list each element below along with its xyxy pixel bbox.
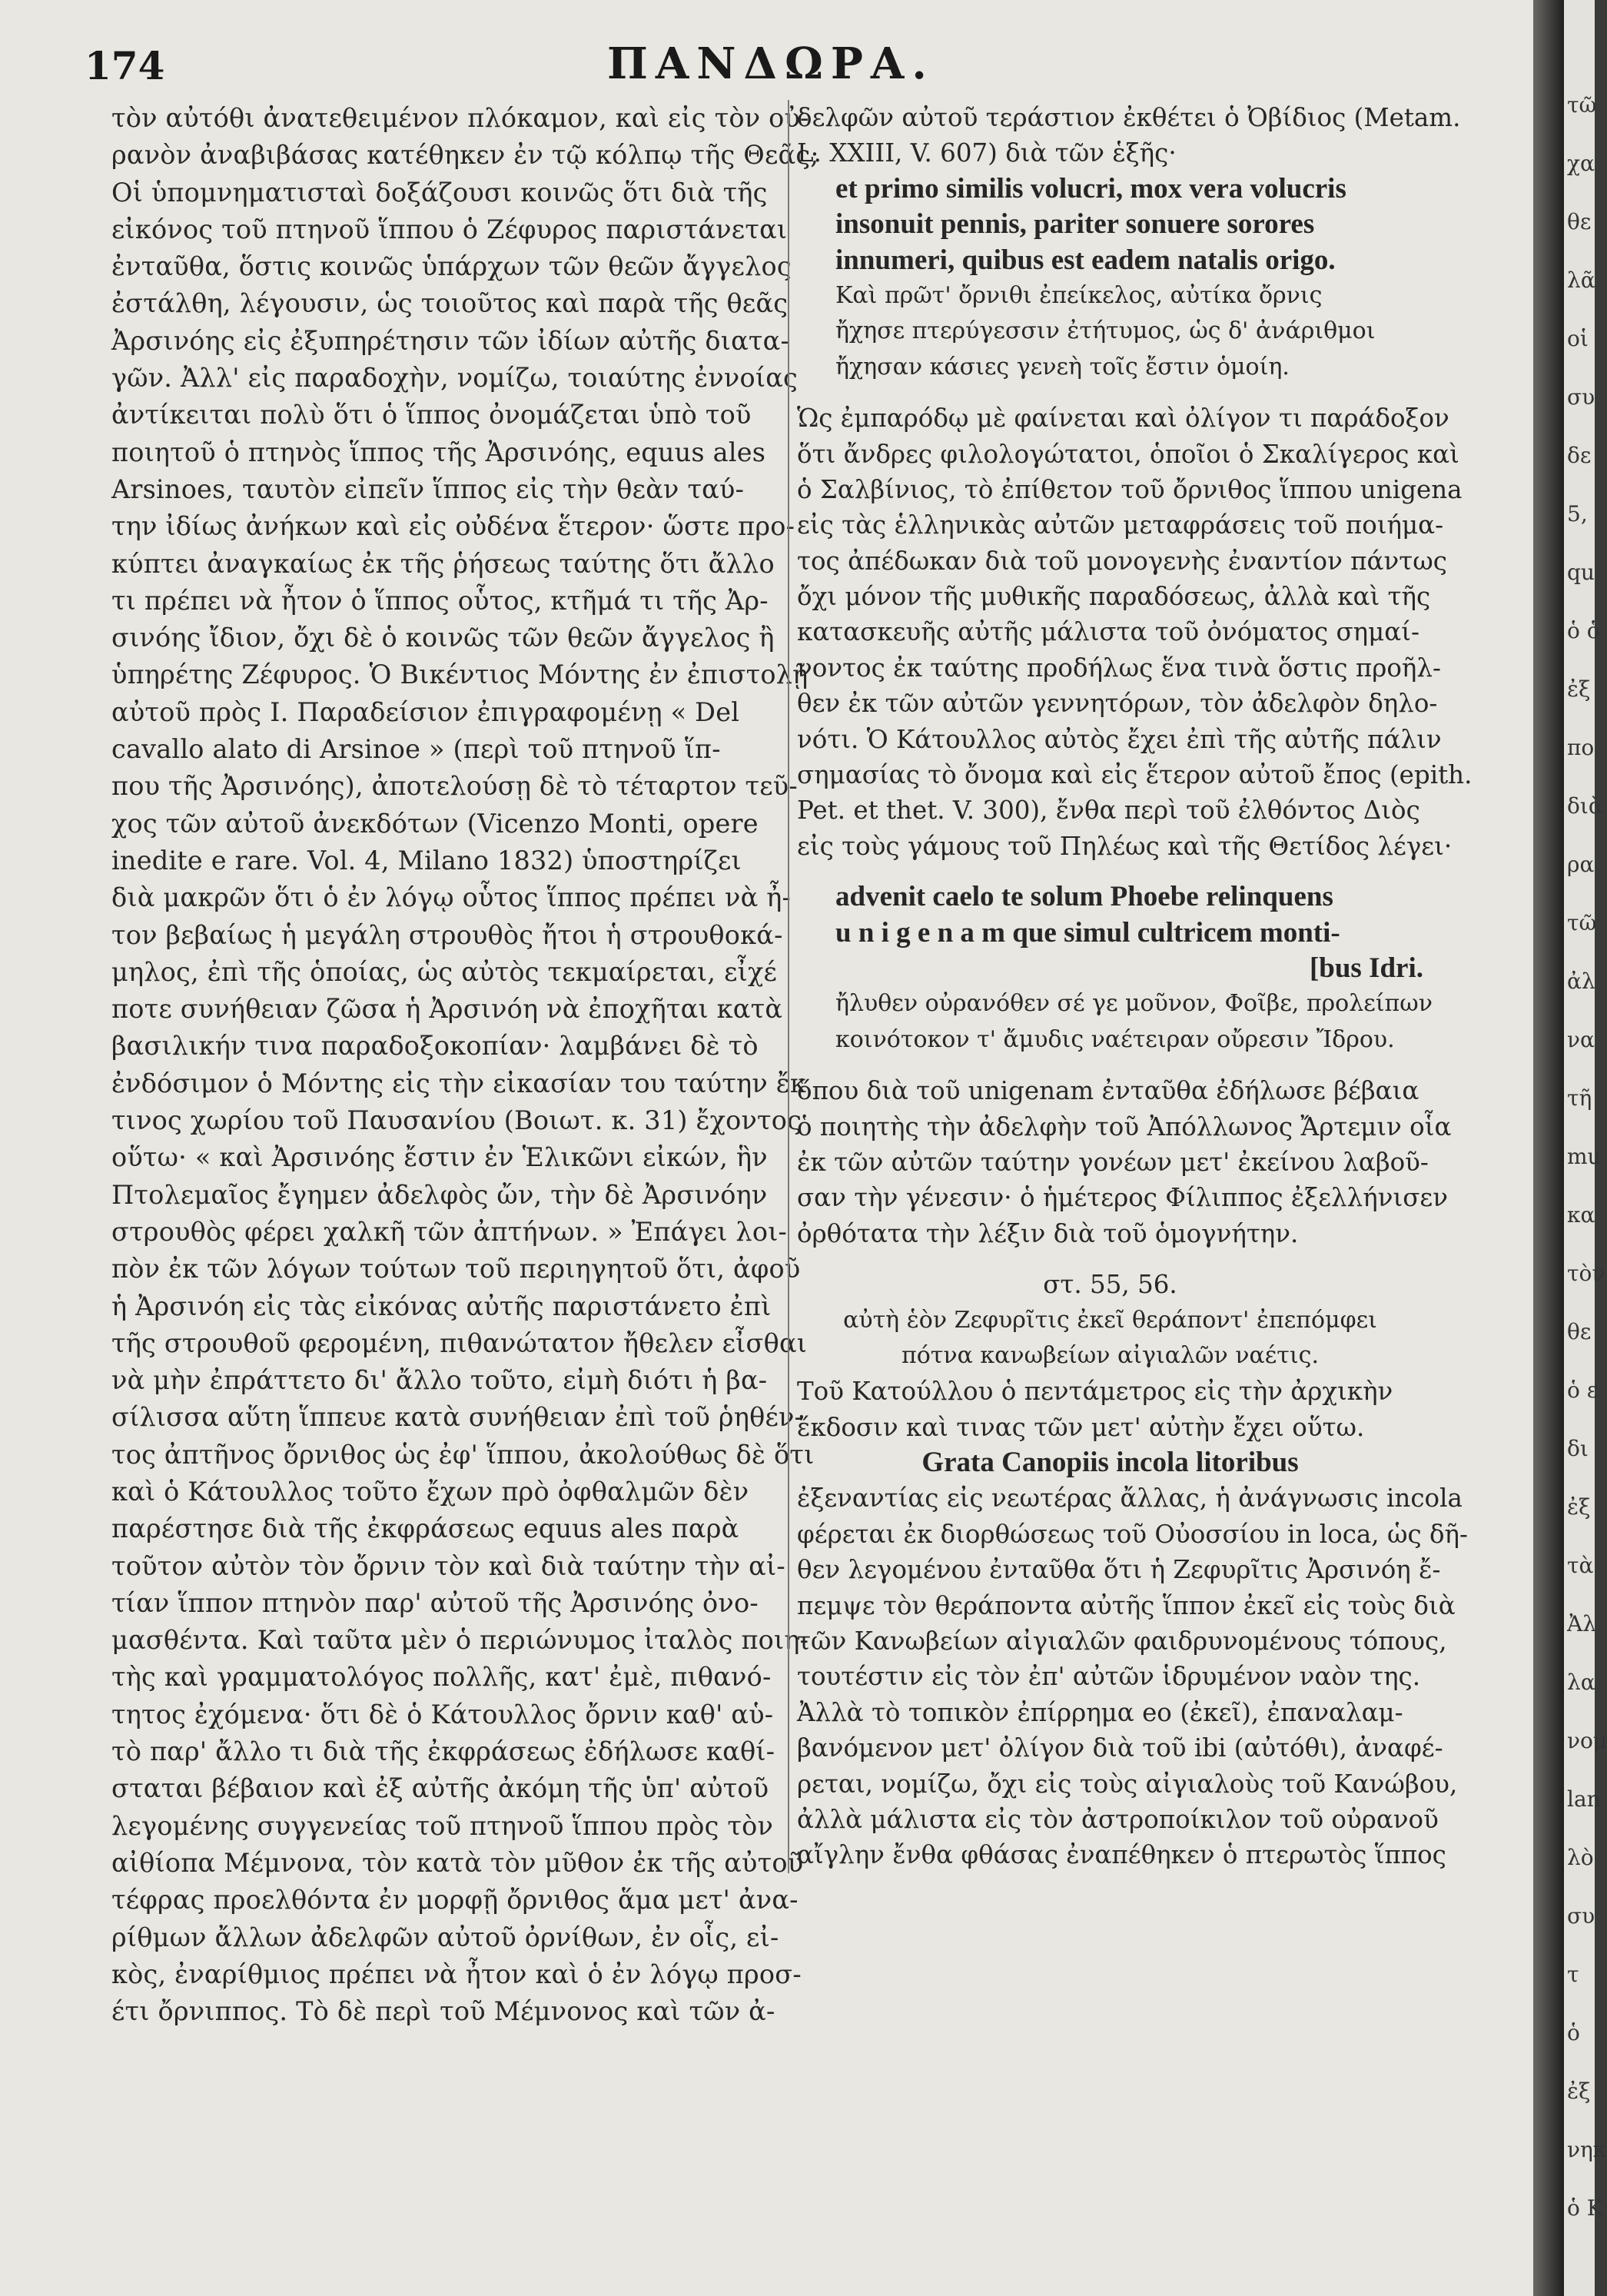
next-page-fragment: ὁ ὁ [1567, 618, 1600, 643]
next-page-fragment: οἱ [1567, 326, 1589, 351]
next-page-fragment: ἀλ [1567, 969, 1595, 994]
text-line: ὅπου διὰ τοῦ unigenam ἐνταῦθα ἐδήλωσε βέβαια [797, 1076, 1419, 1106]
text-line: ὁ Σαλβίνιος, τὸ ἐπίθετον τοῦ ὄρνιθος ἵππου unigena [797, 474, 1463, 504]
text-line: βανόμενον μετ' ὀλίγον διὰ τοῦ ibi (αὐτόθι), ἀναφέ- [797, 1733, 1443, 1763]
text-line: Ἀρσινόης εἰς ἐξυπηρέτησιν τῶν ἰδίων αὐτῆς διατα- [111, 325, 789, 356]
latin-verse-line: advenit caelo te solum Phoebe relinquens [835, 881, 1333, 913]
next-page-fragment: τῶ [1567, 910, 1597, 935]
text-line: L. XXIII, V. 607) διὰ τῶν ἑξῆς· [797, 138, 1177, 168]
next-page-fragment: χα [1567, 151, 1595, 176]
next-page-fragment: τὸν [1567, 1261, 1605, 1286]
text-line: ἐνδόσιμον ὁ Μόντης εἰς τὴν εἰκασίαν του ταύτην ἔκ [111, 1068, 807, 1098]
text-line: νὰ μὴν ἐπράττετο δι' ἄλλο τοῦτο, εἰμὴ διότι ἡ βα- [111, 1365, 768, 1396]
latin-verse-line: u n i g e n a m que simul cultricem monti- [835, 916, 1340, 949]
greek-verse-line: πότνα κανωβείων αἰγιαλῶν ναέτις. [901, 1341, 1319, 1369]
next-page-fragment: ἐξ [1567, 676, 1591, 702]
text-line: τὴς καὶ γραμματολόγος πολλῆς, κατ' ἐμὲ, πιθανό- [111, 1662, 772, 1693]
text-line: μηλος, ἐπὶ τῆς ὁποίας, ὡς αὐτὸς τεκμαίρεται, εἶχέ [111, 956, 778, 987]
text-line: ἐξεναντίας εἰς νεωτέρας ἄλλας, ἡ ἀνάγνωσις incola [797, 1484, 1463, 1513]
next-page-edge [1564, 0, 1607, 2296]
text-line: Ἀλλὰ τὸ τοπικὸν ἐπίρρημα eo (ἐκεῖ), ἐπαναλαμ- [797, 1697, 1403, 1727]
latin-verse-line: innumeri, quibus est eadem natalis origo. [835, 244, 1336, 276]
text-line: τος ἀπτῆνος ὄρνιθος ὡς ἐφ' ἵππου, ἀκολούθως δὲ ὅτι [111, 1439, 815, 1470]
next-page-fragment: Ἀλ [1567, 1611, 1596, 1636]
next-page-fragment: λὸ [1567, 1845, 1594, 1870]
page-number: 174 [85, 43, 165, 88]
next-page-fragment: συ [1567, 1903, 1595, 1929]
next-page-fragment: νομ [1567, 1728, 1607, 1753]
next-page-fragment: τὰ [1567, 1553, 1594, 1578]
next-page-fragment: ἐξ [1567, 2078, 1591, 2104]
text-line: τον βεβαίως ἡ μεγάλη στρουθὸς ἤτοι ἡ στρουθοκά- [111, 919, 783, 950]
text-line: νότι. Ὁ Κάτουλλος αὐτὸς ἔχει ἐπὶ τῆς αὐτῆς πάλιν [797, 724, 1442, 754]
text-line: δελφῶν αὐτοῦ τεράστιον ἐκθέτει ὁ Ὀβίδιος (Metam. [797, 103, 1461, 132]
text-line: σαν τὴν γένεσιν· ὁ ἡμέτερος Φίλιππος ἐξελλήνισεν [797, 1183, 1448, 1213]
latin-verse-line: [bus Idri. [1309, 952, 1423, 984]
next-page-fragment: ρα [1567, 852, 1595, 877]
greek-verse-line: ἤλυθεν οὐρανόθεν σέ γε μοῦνον, Φοῖβε, προλείπων [835, 990, 1433, 1018]
latin-verse-line: et primo similis volucri, mox vera volucris [835, 172, 1346, 204]
next-page-fragment: λᾶ [1567, 267, 1595, 293]
next-page-fragment: τῶ [1567, 92, 1597, 118]
running-title: ΠΑΝΔΩΡΑ. [607, 38, 935, 89]
book-gutter [1533, 0, 1564, 2296]
text-line: καὶ ὁ Κάτουλλος τοῦτο ἔχων πρὸ ὀφθαλμῶν δὲν [111, 1476, 749, 1507]
text-line: αἰθίοπα Μέμνονα, τὸν κατὰ τὸν μῦθον ἐκ τῆς αὐτοῦ [111, 1847, 804, 1878]
text-line: τουτέστιν εἰς τὸν ἐπ' αὐτῶν ἱδρυμένον ναὸν της. [797, 1662, 1421, 1692]
greek-verse-line: αὐτὴ ἑὸν Ζεφυρῖτις ἐκεῖ θεράποντ' ἐπεπόμφει [843, 1306, 1377, 1334]
text-line: ἀντίκειται πολὺ ὅτι ὁ ἵππος ὀνομάζεται ὑπὸ τοῦ [111, 400, 752, 430]
text-line: τητος ἐχόμενα· ὅτι δὲ ὁ Κάτουλλος ὄρνιν καθ' αὑ- [111, 1699, 774, 1729]
text-line: ἡ Ἀρσινόη εἰς τὰς εἰκόνας αὐτῆς παριστάνετο ἐπὶ [111, 1291, 772, 1321]
spacer [797, 1251, 1423, 1267]
next-page-fragment: συ [1567, 384, 1595, 410]
text-line: τινος χωρίου τοῦ Παυσανίου (Βοιωτ. κ. 31) ἔχοντος [111, 1105, 802, 1136]
text-line: βασιλικήν τινα παραδοξοκοπίαν· λαμβάνει δὲ τὸ [111, 1031, 759, 1062]
spacer [797, 385, 1423, 400]
text-line: Τοῦ Κατούλλου ὁ πεντάμετρος εἰς τὴν ἀρχικὴν [797, 1377, 1393, 1407]
text-line: κατασκευῆς αὐτῆς μάλιστα τοῦ ὀνόματος σημαί- [797, 617, 1419, 647]
next-page-fragment: θε [1567, 1319, 1592, 1344]
text-line: inedite e rare. Vol. 4, Milano 1832) ὑποστηρίζει [111, 845, 742, 876]
text-line: ποιητοῦ ὁ πτηνὸς ἵππος τῆς Ἀρσινόης, equus ales [111, 437, 766, 467]
text-line: σίλισσα αὕτη ἵππευε κατὰ συνήθειαν ἐπὶ τοῦ ῥηθέν- [111, 1402, 804, 1433]
text-line: φέρεται ἐκ διορθώσεως τοῦ Οὐοσσίου in loca, ὡς δῆ- [797, 1519, 1469, 1549]
next-page-fragment: qu [1567, 560, 1595, 585]
text-line: λεγομένης συγγενείας τοῦ πτηνοῦ ἵππου πρὸς τὸν [111, 1810, 774, 1841]
text-line: ρεται, νομίζω, ὄχι εἰς τοὺς αἰγιαλοὺς τοῦ Κανώβου, [797, 1769, 1458, 1799]
next-page-fragment: mu [1567, 1144, 1602, 1169]
greek-verse-line: κοινότοκον τ' ἄμυδις ναέτειραν οὔρεσιν Ἴδρου. [835, 1025, 1395, 1053]
next-page-fragment: ὁ Κ [1567, 2195, 1603, 2221]
text-line: πὸν ἐκ τῶν λόγων τούτων τοῦ περιηγητοῦ ὅτι, ἀφοῦ [111, 1254, 801, 1284]
latin-verse-line: Grata Canopiis incola litoribus [921, 1447, 1299, 1479]
next-page-fragment: κα [1567, 1202, 1595, 1228]
text-line: Ὡς ἐμπαρόδῳ μὲ φαίνεται καὶ ὀλίγον τι παράδοξον [797, 404, 1449, 434]
text-line: την ἰδίως ἀνήκων καὶ εἰς οὐδένα ἕτερον· ὥστε προ- [111, 511, 795, 542]
text-line: εἰς τοὺς γάμους τοῦ Πηλέως καὶ τῆς Θετίδος λέγει· [797, 831, 1453, 861]
text-line: τέφρας προελθόντα ἐν μορφῇ ὄρνιθος ἅμα μετ' ἀνα- [111, 1885, 799, 1916]
greek-verse-line: Καὶ πρῶτ' ὄρνιθι ἐπείκελος, αὐτίκα ὄρνις [835, 281, 1323, 309]
text-line: ὁ ποιητὴς τὴν ἀδελφὴν τοῦ Ἀπόλλωνος Ἄρτεμιν οἷα [797, 1111, 1452, 1141]
text-line: Πτολεμαῖος ἔγημεν ἀδελφὸς ὤν, τὴν δὲ Ἀρσινόην [111, 1179, 768, 1210]
text-line: ἐστάλθη, λέγουσιν, ὡς τοιοῦτος καὶ παρὰ τῆς θεᾶς [111, 288, 789, 319]
text-line: τῆς στρουθοῦ φερομένη, πιθανώτατον ἤθελεν εἶσθαι [111, 1327, 808, 1358]
text-line: ὅτι ἄνδρες φιλολογώτατοι, ὁποῖοι ὁ Σκαλίγερος καὶ [797, 439, 1459, 469]
text-line: ἐνταῦθα, ὅστις κοινῶς ὑπάρχων τῶν θεῶν ἄγγελος [111, 251, 792, 282]
next-page-fragment: να [1567, 1027, 1595, 1052]
text-line: Pet. et thet. V. 300), ἔνθα περὶ τοῦ ἐλθόντος Διὸς [797, 796, 1420, 826]
greek-verse-line: ἤχησαν κάσιες γενεὴ τοῖς ἔστιν ὁμοίη. [835, 353, 1290, 380]
next-page-fragment: ὁ ε [1567, 1377, 1599, 1403]
section-heading: στ. 55, 56. [1043, 1270, 1177, 1300]
text-line: παρέστησε διὰ τῆς ἐκφράσεως equus ales παρὰ [111, 1513, 739, 1544]
left-column [111, 100, 819, 2030]
next-page-fragment: νηκ [1567, 2137, 1607, 2162]
text-line: σινόης ἴδιον, ὄχι δὲ ὁ κοινῶς τῶν θεῶν ἄγγελος ἢ [111, 623, 775, 653]
text-line: σταται βέβαιον καὶ ἐξ αὐτῆς ἀκόμη τῆς ὑπ' αὐτοῦ [111, 1773, 769, 1804]
next-page-fragment: θε [1567, 209, 1592, 234]
text-line: εἰς τὰς ἑλληνικὰς αὐτῶν μεταφράσεις τοῦ ποιήμα- [797, 510, 1444, 540]
text-line: ὄχι μόνον τῆς μυθικῆς παραδόσεως, ἀλλὰ καὶ τῆς [797, 582, 1431, 612]
text-line: κύπτει ἀναγκαίως ἐκ τῆς ῥήσεως ταύτης ὅτι ἄλλο [111, 548, 775, 579]
text-line: τι πρέπει νὰ ἦτον ὁ ἵππος οὗτος, κτῆμά τι τῆς Ἀρ- [111, 585, 769, 616]
text-line: ποτε συνήθειαν ζῶσα ἡ Ἀρσινόη νὰ ἐποχῆται κατὰ [111, 994, 783, 1025]
next-page-fragment: ἐξ [1567, 1494, 1591, 1520]
next-page-fragment: δε [1567, 443, 1592, 468]
text-line: σημασίας τὸ ὄνομα καὶ εἰς ἕτερον αὐτοῦ ἔπος (epith. [797, 760, 1473, 790]
text-line: διὰ μακρῶν ὅτι ὁ ἐν λόγῳ οὗτος ἵππος πρέπει νὰ ἦ- [111, 882, 792, 913]
right-column [788, 100, 1473, 1873]
text-line: ρανὸν ἀναβιβάσας κατέθηκεν ἐν τῷ κόλπῳ τῆς Θεᾶς; [111, 140, 819, 171]
latin-verse-line: insonuit pennis, pariter sonuere sorores [835, 208, 1315, 241]
text-line: ἐκ τῶν αὐτῶν ταύτην γονέων μετ' ἐκείνου λαβοῦ- [797, 1147, 1429, 1177]
text-line: θεν λεγομένου ἐνταῦθα ὅτι ἡ Ζεφυρῖτις Ἀρσινόη ἔ- [797, 1555, 1441, 1585]
text-line: ὀρθότατα τὴν λέξιν διὰ τοῦ ὁμογνήτην. [797, 1218, 1299, 1248]
text-line: Arsinoes, ταυτὸν εἰπεῖν ἵππος εἰς τὴν θεὰν ταύ- [111, 473, 745, 504]
text-line: κὸς, ἐναρίθμιος πρέπει νὰ ἦτον καὶ ὁ ἐν λόγῳ προσ- [111, 1959, 802, 1989]
next-page-fragment: διὰ [1567, 793, 1603, 819]
text-line: εἰκόνος τοῦ πτηνοῦ ἵππου ὁ Ζέφυρος παριστάνεται [111, 214, 788, 244]
next-page-fragment: lan [1567, 1786, 1601, 1812]
text-line: τος ἀπέδωκαν διὰ τοῦ μονογενὴς ἐναντίον πάντως [797, 546, 1447, 576]
text-line: Οἱ ὑπομνηματισταὶ δοξάζουσι κοινῶς ὅτι διὰ τῆς [111, 177, 768, 208]
text-line: έτι ὄρνιππος. Τὸ δὲ περὶ τοῦ Μέμνονος καὶ τῶν ἀ- [111, 1996, 775, 2027]
text-line: στρουθὸς φέρει χαλκῆ τῶν ἀπτήνων. » Ἐπάγει λοι- [111, 1216, 788, 1247]
spacer [797, 1058, 1423, 1073]
next-page-fragment: ὁ [1567, 2020, 1580, 2045]
text-line: cavallo alato di Arsinoe » (περὶ τοῦ πτηνοῦ ἵπ- [111, 734, 721, 765]
text-line: τῶν Κανωβείων αἰγιαλῶν φαιδρυνομένους τόπους, [797, 1626, 1447, 1656]
text-line: τὸ παρ' ἄλλο τι διὰ τῆς ἐκφράσεως ἐδήλωσε καθί- [111, 1736, 775, 1767]
text-line: πεμψε τὸν θεράποντα αὐτῆς ἵππον ἐκεῖ εἰς τοὺς διὰ [797, 1590, 1456, 1620]
text-line: ὑπηρέτης Ζέφυρος. Ὁ Βικέντιος Μόντης ἐν ἐπιστολῇ [111, 660, 808, 690]
text-line: ἀλλὰ μάλιστα εἰς τὸν ἀστροποίκιλον τοῦ οὐρανοῦ [797, 1804, 1439, 1834]
text-line: θεν ἐκ τῶν αὐτῶν γεννητόρων, τὸν ἀδελφὸν δηλο- [797, 689, 1438, 719]
text-line: αὐτοῦ πρὸς Ι. Παραδείσιον ἐπιγραφομένῃ « Del [111, 696, 740, 727]
text-line: οὕτω· « καὶ Ἀρσινόης ἔστιν ἐν Ἑλικῶνι εἰκών, ἣν [111, 1142, 768, 1173]
page-header [85, 38, 1487, 92]
spacer [797, 864, 1423, 879]
text-line: χος τῶν αὐτοῦ ἀνεκδότων (Vicenzo Monti, opere [111, 808, 759, 839]
text-line: που τῆς Ἀρσινόης), ἀποτελούσῃ δὲ τὸ τέταρτον τεῦ- [111, 771, 798, 802]
text-line: νοντος ἐκ ταύτης προδήλως ἕνα τινὰ ὅστις προῆλ- [797, 653, 1441, 683]
next-page-fragment: λα [1567, 1670, 1595, 1695]
next-page-fragment: δι [1567, 1436, 1589, 1461]
text-line: ρίθμων ἄλλων ἀδελφῶν αὐτοῦ ὀρνίθων, ἐν οἷς, εἰ- [111, 1922, 779, 1952]
next-page-fragment: τ [1567, 1962, 1579, 1987]
text-line: αἴγλην ἔνθα φθάσας ἐναπέθηκεν ὁ πτερωτὸς ἵππος [797, 1840, 1446, 1870]
next-page-fragment: πο [1567, 735, 1595, 760]
text-line: ἔκδοσιν καὶ τινας τῶν μετ' αὐτὴν ἔχει οὕτω. [797, 1412, 1365, 1442]
text-line: τίαν ἵππον πτηνὸν παρ' αὐτοῦ τῆς Ἀρσινόης ὀνο- [111, 1587, 759, 1618]
text-line: γῶν. Ἀλλ' εἰς παραδοχὴν, νομίζω, τοιαύτης ἐννοίας [111, 363, 798, 394]
greek-verse-line: ἤχησε πτερύγεσσιν ἐτήτυμος, ὡς δ' ἀνάριθμοι [835, 317, 1376, 345]
text-line: τοῦτον αὐτὸν τὸν ὄρνιν τὸν καὶ διὰ ταύτην τὴν αἰ- [111, 1550, 785, 1581]
next-page-fragment: 5, [1567, 501, 1588, 527]
text-line: τὸν αὐτόθι ἀνατεθειμένον πλόκαμον, καὶ εἰς τὸν οὐ- [111, 103, 809, 133]
text-line: μασθέντα. Καὶ ταῦτα μὲν ὁ περιώνυμος ἰταλὸς ποιη- [111, 1625, 809, 1656]
next-page-fragment: τῆ [1567, 1085, 1592, 1111]
